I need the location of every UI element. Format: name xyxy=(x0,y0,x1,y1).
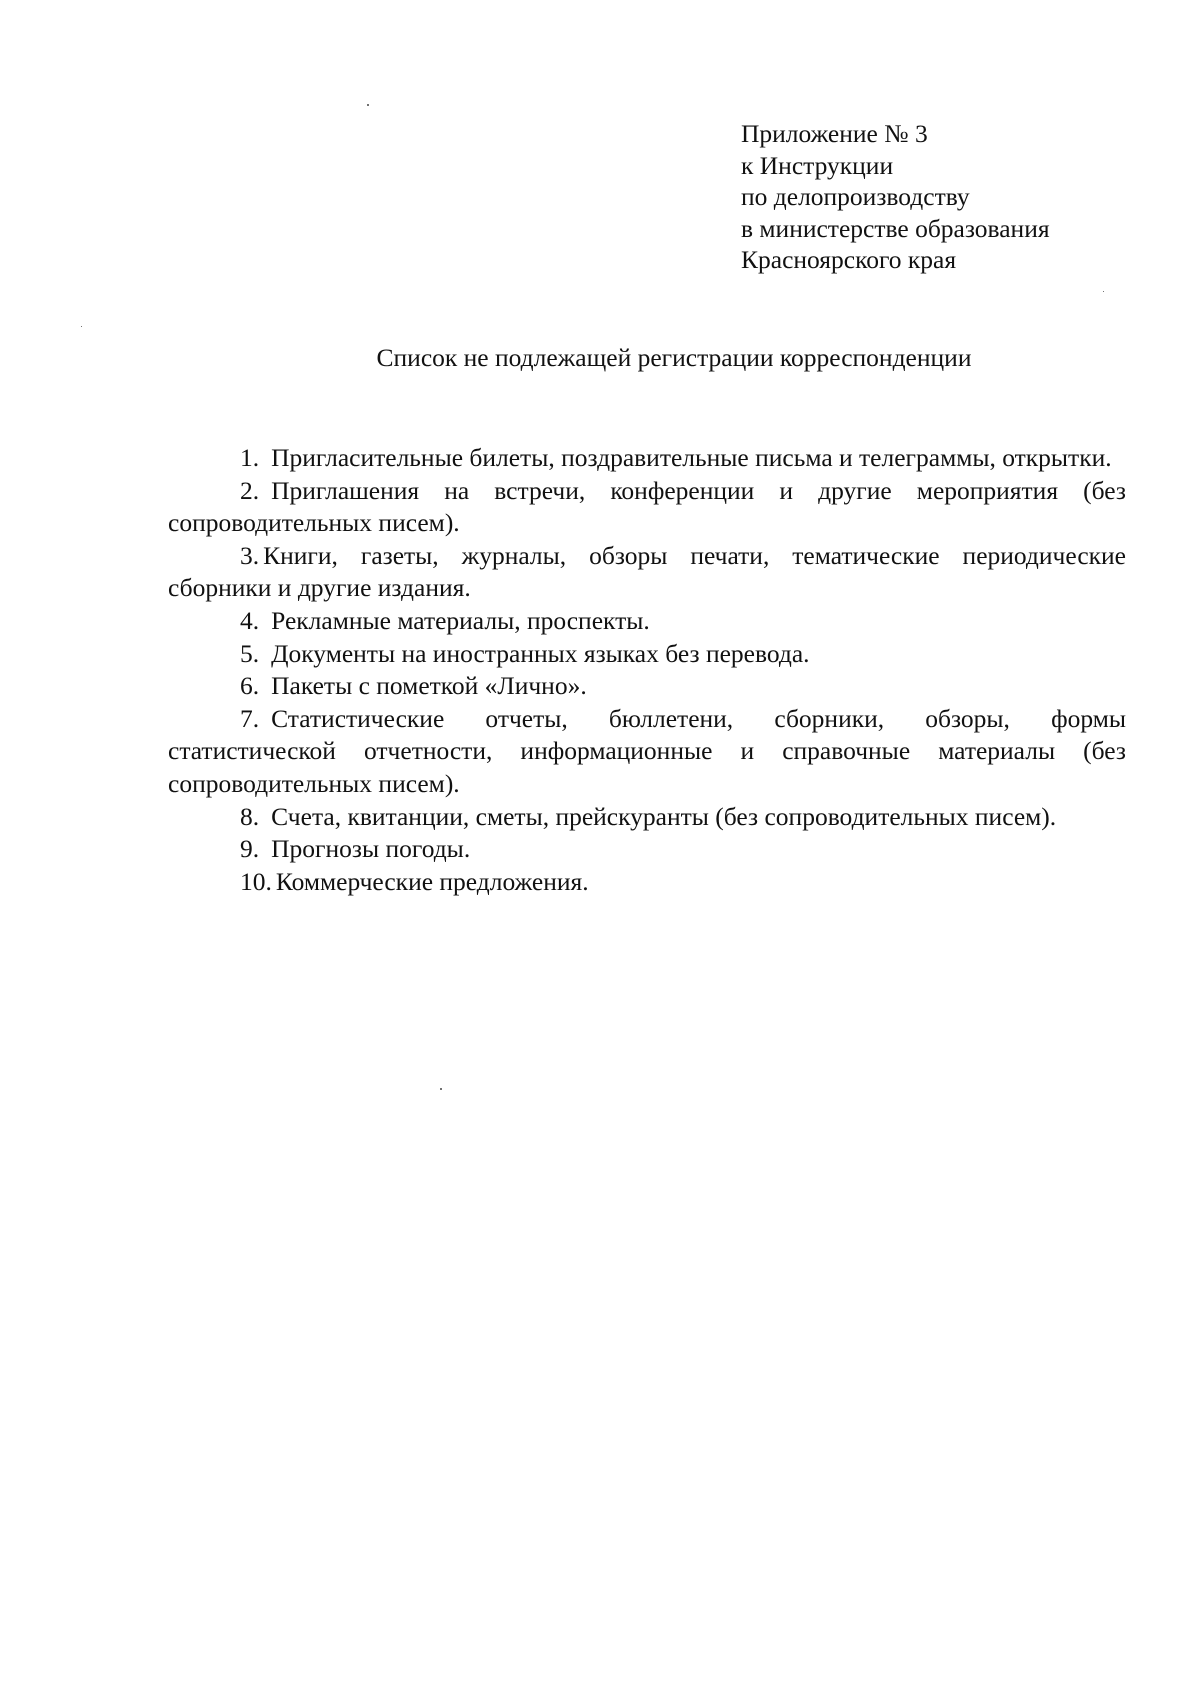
appendix-line: Приложение № 3 xyxy=(741,119,928,148)
scan-speck xyxy=(367,104,369,106)
list-item xyxy=(168,475,1126,540)
appendix-header xyxy=(741,118,1141,276)
item-number: 6. xyxy=(240,671,260,701)
document-title: Список не подлежащей регистрации корреспонденции xyxy=(376,343,972,372)
list-item xyxy=(168,605,1126,638)
list-item xyxy=(168,442,1126,475)
list-item xyxy=(168,670,1126,703)
item-number: 2. xyxy=(240,475,260,505)
appendix-line: к Инструкции xyxy=(741,150,894,180)
scan-speck xyxy=(440,1088,442,1090)
correspondence-list xyxy=(168,442,1126,898)
appendix-line: по делопроизводству xyxy=(741,182,970,211)
item-number: 3. xyxy=(240,540,260,570)
item-number: 8. xyxy=(240,801,260,831)
list-item xyxy=(168,638,1126,671)
appendix-line: в министерстве образования xyxy=(741,213,1050,243)
item-text: Счета, квитанции, сметы, прейскуранты (без сопроводительных писем). xyxy=(271,801,1057,831)
list-item xyxy=(168,703,1126,801)
item-number: 9. xyxy=(240,834,260,864)
scan-speck xyxy=(1103,291,1104,292)
list-item xyxy=(168,833,1126,866)
item-text: Пакеты с пометкой «Лично». xyxy=(271,671,587,701)
list-item xyxy=(168,540,1126,605)
item-text: Приглашения на встречи, конференции и другие мероприятия (без сопроводительных писем). xyxy=(168,475,1126,538)
item-text: Книги, газеты, журналы, обзоры печати, тематические периодические сборники и другие издания. xyxy=(168,540,1126,603)
appendix-line: Красноярского края xyxy=(741,245,957,274)
item-number: 7. xyxy=(240,703,260,733)
item-text: Прогнозы погоды. xyxy=(271,834,471,864)
item-text: Рекламные материалы, проспекты. xyxy=(271,605,650,635)
list-item xyxy=(168,801,1126,834)
item-text: Коммерческие предложения. xyxy=(275,866,589,896)
item-number: 4. xyxy=(240,605,260,635)
item-number: 1. xyxy=(240,443,260,472)
list-item xyxy=(168,866,1126,899)
item-text: Пригласительные билеты, поздравительные письма и телеграммы, открытки. xyxy=(271,443,1112,472)
item-number: 5. xyxy=(240,638,260,668)
scan-speck xyxy=(81,326,82,327)
item-text: Документы на иностранных языках без перевода. xyxy=(271,638,810,668)
item-text: Статистические отчеты, бюллетени, сборники, обзоры, формы статистической отчетности, информационные и справочные материалы (без сопроводительных писем). xyxy=(168,703,1126,798)
item-number: 10. xyxy=(240,866,272,896)
